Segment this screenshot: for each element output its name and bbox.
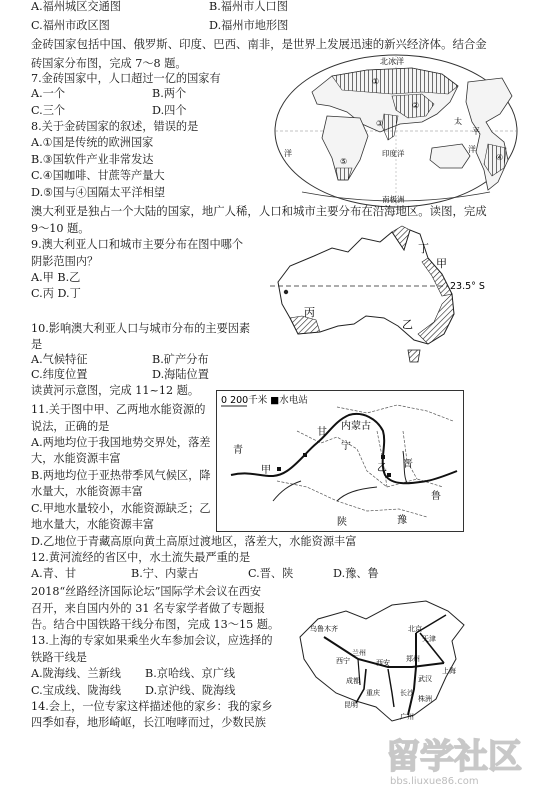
yellow-river-map (216, 390, 464, 532)
australia-map (268, 222, 485, 370)
q8-stem: 8.关于金砖国家的叙述，错误的是 (31, 120, 199, 133)
map-marker-2: ② (412, 101, 420, 110)
river-label-yi: 乙 (377, 463, 387, 474)
q10-option-c: C.纬度位置 (31, 368, 88, 381)
q10-option-a: A.气候特征 (31, 353, 88, 366)
intro-7-8-line-1: 金砖国家包括中国、俄罗斯、印度、巴西、南非，是世界上发展迅速的新兴经济体。结合金 (31, 37, 487, 51)
rail-label-chengdu: 成都 (346, 677, 360, 685)
brics-world-map (272, 52, 520, 210)
map-label-indian-ocean: 印度洋 (382, 149, 405, 158)
q7-option-d: D.四个 (152, 104, 187, 117)
river-label-yu: 豫 (397, 515, 407, 526)
q6-option-a: A.福州城区交通图 (31, 0, 121, 13)
q13-stem-line-1: 13.上海的专家如果乘坐火车参加会议，应选择的 (31, 634, 273, 647)
rail-label-zhengzhou: 郑州 (406, 655, 420, 663)
q13-stem-line-2: 铁路干线是 (31, 651, 87, 664)
rail-label-chongqing: 重庆 (366, 689, 380, 697)
q13-option-c: C.宝成线、陇海线 (31, 684, 122, 697)
q12-option-c: C.晋、陕 (248, 567, 294, 580)
map-label-arctic: 北冰洋 (380, 57, 404, 66)
intro-13-15-line-2: 召开，来自国内外的 31 名专家学者做了专题报 (31, 602, 265, 615)
map-label-pacific-1: 太 (454, 117, 462, 126)
q7-option-c: C.三个 (31, 104, 66, 117)
q11-option-b-line-1: B.两地均位于亚热带季风气候区，降 (31, 469, 211, 482)
q13-option-d: D.京沪线、陇海线 (145, 684, 236, 697)
map-label-ocean-left: 洋 (284, 149, 292, 158)
q6-option-b: B.福州市人口图 (209, 0, 288, 13)
river-label-jia: 甲 (261, 465, 271, 476)
map-marker-3: ③ (376, 119, 384, 128)
q11-stem-line-2: 说法，正确的是 (31, 420, 110, 433)
q10-option-b: B.矿产分布 (152, 353, 209, 366)
q13-option-a: A.陇海线、兰新线 (31, 667, 121, 680)
q9-options-cd: C.丙 D.丁 (31, 287, 81, 300)
q8-option-c: C.④国咖啡、甘蔗等产量大 (31, 169, 165, 182)
q7-stem: 7.金砖国家中，人口超过一亿的国家有 (31, 72, 221, 85)
map-label-antarctica: 南极洲 (382, 195, 405, 204)
q6-option-c: C.福州市政区图 (31, 19, 110, 32)
q8-option-d: D.⑤国与④国隔太平洋相望 (31, 186, 166, 199)
q11-option-d: D.乙地位于青藏高原向黄土高原过渡地区，落差大，水能资源丰富 (31, 535, 357, 548)
map-label-pacific-3: 洋 (468, 145, 476, 154)
aus-label-jia: 甲 (436, 257, 447, 270)
rail-label-tianjin: 天津 (422, 635, 436, 643)
map-label-pacific-2: 平 (472, 127, 480, 136)
q10-stem-line-2: 是 (31, 338, 43, 351)
q11-option-a-line-1: A.两地均位于我国地势交界处，落差 (31, 436, 211, 449)
aus-tropic-label: 23.5° S (450, 281, 485, 292)
river-label-shaan: 陕 (337, 517, 347, 528)
river-label-ning: 宁 (341, 441, 351, 452)
river-label-lu: 鲁 (431, 491, 441, 502)
river-label-jin: 晋 (403, 459, 413, 470)
aus-label-yi: 乙 (402, 318, 413, 331)
map-marker-4: ④ (496, 153, 504, 162)
q14-line-2: 四季如春，地形崎岖，长江咆哮而过，少数民族 (31, 716, 266, 729)
q11-stem-line-1: 11.关于图中甲、乙两地水能资源的 (31, 403, 206, 416)
q10-option-d: D.海陆位置 (152, 368, 209, 381)
q6-option-d: D.福州市地形图 (209, 19, 289, 32)
q10-stem-line-1: 10.影响澳大利亚人口与城市分布的主要因素 (31, 322, 251, 335)
q11-option-c-line-2: 地水量大，水能资源丰富 (31, 518, 155, 531)
rail-label-guangzhou: 广州 (400, 713, 414, 721)
intro-7-8-line-2: 砖国家分布图，完成 7～8 题。 (31, 57, 187, 70)
q9-stem-line-1: 9.澳大利亚人口和城市主要分布在图中哪个 (31, 238, 244, 251)
rail-label-beijing: 北京 (408, 625, 422, 633)
q8-option-a: A.①国是传统的欧洲国家 (31, 136, 154, 149)
watermark-url: bbs.liuxue86.com (390, 776, 479, 787)
q14-line-1: 14.会上，一位专家这样描述他的家乡：我的家乡 (31, 700, 273, 713)
river-label-gan: 甘 (317, 427, 327, 438)
q12-option-d: D.豫、鲁 (333, 567, 379, 580)
map-marker-5: ⑤ (340, 157, 348, 166)
china-railway-map (296, 597, 470, 729)
q11-option-a-line-2: 大，水能资源丰富 (31, 452, 121, 465)
rail-label-shanghai: 上海 (442, 667, 456, 675)
river-label-qing: 青 (233, 445, 243, 456)
map-marker-1: ① (372, 77, 380, 86)
intro-9-10-line-2: 9～10 题。 (31, 222, 90, 235)
river-label-neimenggu: 内蒙古 (341, 421, 371, 432)
rail-label-lanzhou: 兰州 (352, 649, 366, 657)
q8-option-b: B.③国软件产业非常发达 (31, 153, 154, 166)
intro-13-15-line-1: 2018“丝路经济国际论坛”国际学术会议在西安 (31, 585, 262, 598)
aus-label-ding: 丁 (418, 242, 429, 255)
intro-11-12: 读黄河示意图，完成 11~12 题。 (31, 384, 200, 397)
q12-option-a: A.青、甘 (31, 567, 77, 580)
rail-label-changsha: 长沙 (400, 689, 414, 697)
rail-label-xining: 西宁 (336, 657, 350, 665)
rail-label-wuhan: 武汉 (418, 675, 432, 683)
q9-options-ab: A.甲 B.乙 (31, 271, 81, 284)
intro-13-15-line-3: 告。结合中国铁路干线分布图，完成 13～15 题。 (31, 618, 280, 631)
q9-stem-line-2: 阴影范围内？ (31, 255, 99, 268)
rail-label-zhuzhou: 株洲 (418, 695, 432, 703)
site-watermark (380, 730, 540, 788)
river-map-legend: 0 200千米 ■水电站 (221, 395, 308, 406)
intro-9-10-line-1: 澳大利亚是独占一个大陆的国家，地广人稀，人口和城市主要分布在沿海地区。读图，完成 (31, 204, 487, 218)
aus-label-bing: 丙 (304, 306, 315, 319)
q11-option-b-line-2: 水量大，水能资源丰富 (31, 485, 143, 498)
rail-label-urumqi: 乌鲁木齐 (310, 625, 338, 633)
rail-label-xian: 西安 (376, 659, 390, 667)
q12-stem: 12.黄河流经的省区中，水土流失最严重的是 (31, 551, 251, 564)
q13-option-b: B.京哈线、京广线 (145, 667, 236, 680)
q12-option-b: B.宁、内蒙古 (131, 567, 199, 580)
q7-option-b: B.两个 (152, 87, 187, 100)
q11-option-c-line-1: C.甲地水量较小，水能资源缺乏；乙 (31, 502, 211, 515)
watermark-text: 留学社区 (386, 737, 522, 777)
rail-label-kunming: 昆明 (344, 701, 358, 709)
q7-option-a: A.一个 (31, 87, 66, 100)
